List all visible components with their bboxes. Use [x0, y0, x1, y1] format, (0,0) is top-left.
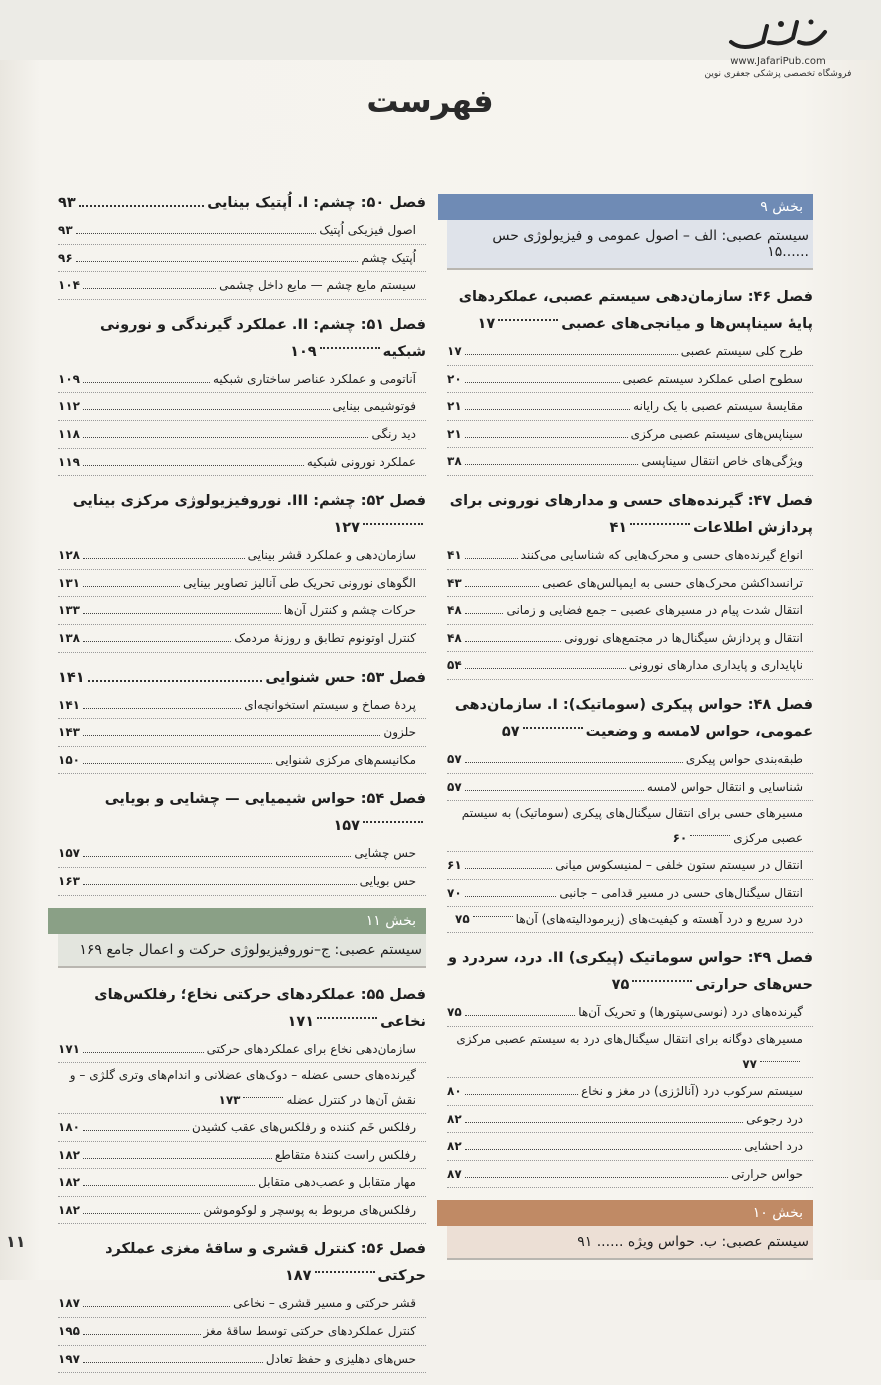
leader-dots [83, 1130, 189, 1131]
entry-page: ۱۱۲ [58, 399, 80, 414]
entry-page: ۱۱۹ [58, 454, 80, 469]
part-9 [447, 194, 813, 270]
toc-entry[interactable] [447, 625, 813, 653]
publisher-logo [703, 12, 853, 79]
part-11 [58, 908, 426, 968]
shop-name: فروشگاه تخصصی پزشکی جعفری نوین [704, 69, 852, 79]
entry-title: درد سریع و درد آهسته و کیفیت‌های (زیرمودالیته‌های) آن‌ها [515, 912, 803, 927]
leader-dots [473, 916, 513, 917]
toc-entry[interactable] [58, 1290, 426, 1318]
leader-dots [83, 641, 231, 642]
toc-entry[interactable] [447, 1161, 813, 1189]
part-11-header [48, 908, 426, 934]
entry-title: حس‌های دهلیزی و حفظ تعادل [265, 1351, 416, 1366]
entry-title: کنترل اوتونوم تطابق و روزنهٔ مردمک [234, 630, 416, 645]
entry-page: ۱۳۳ [58, 603, 80, 618]
part-11-label: بخش ۱۱ [365, 912, 416, 929]
entry-title: سطوح اصلی عملکرد سیستم عصبی [622, 371, 803, 386]
chapter-title-text: فصل ۵۴: حواس شیمیایی — چشایی و بویایی [104, 791, 426, 808]
entry-title: حواس حرارتی [731, 1166, 803, 1181]
entry-title: انتقال در سیستم ستون خلفی – لمنیسکوس میانی [555, 858, 803, 873]
chapter-title [58, 312, 426, 366]
leader-dots [83, 1158, 272, 1159]
entry-page: ۸۰ [447, 1083, 462, 1098]
toc-entry[interactable] [447, 801, 813, 852]
entry-title: انتقال سیگنال‌های حسی در مسیر قدامی – جانبی [559, 885, 803, 900]
entry-page: ۲۰ [447, 371, 462, 386]
chapter-page: ۱۵۷ [333, 818, 360, 835]
entry-title: رفلکس خَم کننده و رفلکس‌های عقب کشیدن [191, 1120, 416, 1135]
chapter [58, 786, 426, 895]
entry-page: ۱۸۷ [58, 1296, 80, 1311]
chapter-title [58, 1236, 426, 1290]
leader-dots [523, 727, 583, 729]
entry-title: مسیرهای حسی برای انتقال سیگنال‌های پیکری (سوماتیک) به سیستم عصبی مرکزی [461, 806, 803, 846]
chapter-title-text: فصل ۵۵: عملکردهای حرکتی نخاع؛ رفلکس‌های نخاعی [94, 986, 426, 1030]
leader-dots [83, 1306, 230, 1307]
entry-title: الگوهای نورونی تحریک طی آنالیز تصاویر بینایی [183, 575, 416, 590]
chapter-title-text: فصل ۴۷: گیرنده‌های حسی و مدارهای نورونی برای پردازش اطلاعات [449, 492, 813, 536]
leader-dots [465, 790, 644, 791]
leader-dots [83, 465, 304, 466]
chapter-page: ۱۷ [477, 316, 496, 332]
toc-entry[interactable] [447, 448, 813, 476]
toc-entry[interactable] [447, 1027, 813, 1078]
toc-entry[interactable] [447, 746, 813, 774]
part-9-subtitle: سیستم عصبی: الف – اصول عمومی و فیزیولوژی حس ......۱۵ [447, 220, 813, 270]
entry-page: ۴۸ [447, 603, 462, 618]
toc-entry[interactable] [58, 366, 426, 394]
entry-title: کنترل عملکردهای حرکتی توسط ساقهٔ مغز [203, 1324, 416, 1339]
entry-page: ۵۷ [447, 779, 462, 794]
entry-title: حلزون [383, 725, 416, 740]
leader-dots [83, 1185, 255, 1186]
entry-page: ۱۷۳ [218, 1093, 241, 1108]
leader-dots [83, 1362, 263, 1363]
chapter-title-text: فصل ۵۰: چشم: I. اُپتیک بینایی [207, 195, 426, 211]
toc-entry[interactable] [58, 1318, 426, 1346]
entry-page: ۱۳۸ [58, 630, 80, 645]
entry-page: ۱۰۹ [58, 371, 80, 386]
leader-dots [83, 1213, 200, 1214]
entry-page: ۵۴ [447, 658, 462, 673]
toc-entry[interactable] [447, 880, 813, 908]
leader-dots [465, 613, 504, 614]
chapter-title-text: فصل ۴۸: حواس پیکری (سوماتیک): I. سازمان‌دهی عمومی، حواس لامسه و وضعیت [454, 696, 813, 740]
leader-dots [243, 1097, 283, 1098]
leader-dots [320, 347, 380, 349]
leader-dots [83, 288, 216, 289]
toc-entry[interactable] [58, 393, 426, 421]
entry-title: سیناپس‌های سیستم عصبی مرکزی [630, 426, 803, 441]
chapter-title-text: فصل ۵۲: چشم: III. نوروفیزیولوژی مرکزی بینایی [72, 493, 426, 510]
toc-entry[interactable] [447, 338, 813, 366]
toc-entry[interactable] [447, 1133, 813, 1161]
leader-dots [465, 896, 557, 897]
leader-dots [465, 586, 540, 587]
chapter [58, 982, 426, 1225]
entry-page: ۲۱ [447, 399, 462, 414]
entry-title: سازمان‌دهی نخاع برای عملکردهای حرکتی [206, 1041, 416, 1056]
leader-dots [76, 261, 359, 262]
chapter-page: ۹۳ [58, 195, 76, 211]
leader-dots [465, 641, 561, 642]
toc-entry[interactable] [447, 1106, 813, 1134]
entry-page: ۱۸۲ [58, 1147, 80, 1162]
chapter [58, 1236, 426, 1373]
chapter [58, 312, 426, 476]
toc-right-column [447, 194, 813, 1274]
leader-dots [465, 1177, 728, 1178]
entry-title: مهار متقابل و عصب‌دهی متقابل [258, 1175, 416, 1190]
entry-title: سازمان‌دهی و عملکرد قشر بینایی [247, 548, 416, 563]
leader-dots [465, 668, 626, 669]
leader-dots [690, 835, 730, 836]
entry-title: مسیرهای دوگانه برای انتقال سیگنال‌های درد به سیستم عصبی مرکزی [456, 1031, 803, 1046]
chapter [58, 665, 426, 775]
entry-title: مکانیسم‌های مرکزی شنوایی [275, 752, 416, 767]
entry-page: ۷۰ [447, 885, 462, 900]
leader-dots [83, 382, 210, 383]
chapter-page: ۱۷۱ [287, 1013, 315, 1030]
entry-title: درد احشایی [744, 1139, 803, 1154]
entry-title: ویژگی‌های خاص انتقال سیناپسی [641, 454, 803, 469]
toc-entry[interactable] [58, 747, 426, 775]
entry-page: ۵۷ [447, 751, 462, 766]
leader-dots [83, 763, 272, 764]
leader-dots [465, 1094, 578, 1095]
toc-entry[interactable] [58, 570, 426, 598]
chapter-title [447, 284, 813, 338]
toc-left-column [58, 190, 426, 1385]
toc-entry[interactable] [447, 774, 813, 802]
entry-page: ۱۸۰ [58, 1120, 80, 1135]
entry-page: ۱۴۳ [58, 725, 80, 740]
chapter-title [447, 692, 813, 746]
entry-page: ۷۵ [447, 1005, 462, 1020]
leader-dots [363, 821, 423, 823]
entry-page: ۱۵۷ [58, 846, 80, 861]
toc-entry[interactable] [58, 692, 426, 720]
toc-entry[interactable] [447, 421, 813, 449]
entry-page: ۸۲ [447, 1111, 462, 1126]
leader-dots [632, 980, 692, 982]
part-9-header [438, 194, 813, 220]
entry-title: رفلکس راست کنندهٔ متقاطع [274, 1147, 416, 1162]
leader-dots [465, 868, 553, 869]
chapter-page: ۷۵ [611, 977, 630, 994]
leader-dots [83, 1052, 204, 1053]
toc-entry[interactable] [447, 652, 813, 680]
entry-page: ۱۲۸ [58, 548, 80, 563]
toc-entry[interactable] [58, 1197, 426, 1225]
entry-title: اصول فیزیکی اُپتیک [319, 223, 416, 237]
entry-page: ۲۱ [447, 426, 462, 441]
toc-entry[interactable] [447, 570, 813, 598]
leader-dots [83, 437, 368, 438]
toc-entry[interactable] [58, 625, 426, 653]
entry-page: ۶۰ [672, 831, 688, 846]
entry-title: دید رنگی [371, 426, 416, 441]
toc-entry[interactable] [58, 597, 426, 625]
jafari-calligraphy-icon [723, 12, 833, 56]
entry-page: ۱۷ [447, 344, 462, 358]
leader-dots [465, 409, 630, 410]
leader-dots [83, 708, 241, 709]
entry-page: ۴۳ [447, 575, 462, 590]
leader-dots [465, 382, 620, 383]
leader-dots [79, 205, 205, 207]
entry-title: قشر حرکتی و مسیر قشری – نخاعی [233, 1296, 416, 1311]
entry-page: ۱۷۱ [58, 1041, 80, 1056]
leader-dots [88, 680, 263, 682]
entry-page: ۱۸۲ [58, 1202, 80, 1217]
entry-page: ۱۸۲ [58, 1175, 80, 1190]
entry-title: انتقال و پردازش سیگنال‌ها در مجتمع‌های نورونی [564, 630, 803, 645]
toc-entry[interactable] [447, 542, 813, 570]
chapter [447, 284, 813, 476]
chapter-page: ۴۱ [609, 519, 628, 536]
entry-title: ناپایداری و پایداری مدارهای نورونی [628, 658, 803, 673]
chapter-title [447, 945, 813, 999]
toc-entry[interactable] [58, 272, 426, 300]
leader-dots [363, 523, 423, 525]
toc-entry[interactable] [58, 1036, 426, 1064]
entry-page: ۱۰۴ [58, 278, 80, 293]
toc-entry[interactable] [58, 1169, 426, 1197]
chapter-title [58, 190, 426, 217]
chapter-title [58, 786, 426, 840]
entry-title: رفلکس‌های مربوط به پوسچر و لوکوموشن [203, 1202, 416, 1217]
leader-dots [83, 409, 330, 410]
entry-title: فوتوشیمی بینایی [332, 399, 416, 414]
toc-entry[interactable] [447, 366, 813, 394]
leader-dots [465, 437, 628, 438]
entry-title: حس چشایی [354, 846, 416, 861]
chapter-title [447, 488, 813, 542]
site-url: www.JafariPub.com [730, 56, 826, 67]
toc-entry[interactable] [447, 597, 813, 625]
chapter-title-text: فصل ۵۶: کنترل قشری و ساقهٔ مغزی عملکرد حرکتی [105, 1241, 426, 1285]
entry-title: گیرنده‌های درد (نوسی‌سپتورها) و تحریک آن‌ها [578, 1005, 803, 1020]
leader-dots [465, 354, 678, 355]
chapter-page: ۱۲۷ [333, 520, 360, 537]
entry-page: ۸۲ [447, 1139, 462, 1154]
leader-dots [465, 762, 683, 763]
part-10 [447, 1200, 813, 1260]
chapter [58, 190, 426, 300]
chapter-page: ۱۴۱ [58, 669, 85, 686]
chapter-page: ۵۷ [501, 723, 520, 740]
leader-dots [465, 1015, 576, 1016]
leader-dots [76, 233, 317, 234]
part-10-subtitle: سیستم عصبی: ب. حواس ویژه ...... ۹۱ [447, 1226, 813, 1260]
entry-page: ۷۵ [455, 912, 470, 927]
leader-dots [83, 856, 351, 857]
entry-title: درد رجوعی [746, 1111, 803, 1126]
leader-dots [498, 319, 558, 321]
leader-dots [83, 1334, 201, 1335]
chapter [447, 692, 813, 933]
entry-page: ۹۳ [58, 223, 73, 237]
entry-title: طبقه‌بندی حواس پیکری [685, 751, 803, 766]
chapter-title [58, 982, 426, 1036]
entry-page: ۱۴۱ [58, 697, 80, 712]
entry-title: سیستم مایع چشم — مایع داخل چشمی [219, 278, 416, 293]
toc-entry[interactable] [447, 852, 813, 880]
entry-title: حس بویایی [359, 873, 416, 888]
part-10-label: بخش ۱۰ [752, 1205, 803, 1222]
leader-dots [83, 558, 245, 559]
entry-page: ۳۸ [447, 454, 462, 469]
leader-dots [465, 464, 639, 465]
toc-entry[interactable] [58, 868, 426, 896]
chapter [447, 488, 813, 680]
entry-page: ۱۳۱ [58, 575, 80, 590]
leader-dots [83, 613, 281, 614]
toc-entry[interactable] [58, 1142, 426, 1170]
leader-dots [465, 1149, 742, 1150]
toc-entry[interactable] [58, 449, 426, 477]
entry-title: ترانسداکشن محرک‌های حسی به ایمپالس‌های عصبی [542, 575, 803, 590]
part-11-subtitle: سیستم عصبی: ج–نوروفیزیولوژی حرکت و اعمال جامع ۱۶۹ [58, 934, 426, 968]
entry-page: ۴۱ [447, 547, 462, 562]
leader-dots [83, 586, 180, 587]
leader-dots [317, 1017, 377, 1019]
entry-page: ۸۷ [447, 1166, 462, 1181]
entry-page: ۱۵۰ [58, 752, 80, 767]
entry-title: سیستم سرکوب درد (آنالژزی) در مغز و نخاع [581, 1083, 803, 1098]
entry-page: ۱۶۳ [58, 873, 80, 888]
page-number: ۱۱ [6, 1232, 26, 1251]
toc-entry[interactable] [58, 1063, 426, 1114]
entry-page: ۱۹۵ [58, 1324, 80, 1339]
entry-title: گیرنده‌های حسی عضله – دوک‌های عضلانی و اندام‌های وتری گلژی – و نقش آن‌ها در کنترل عضله [69, 1068, 416, 1108]
toc-entry[interactable] [447, 1078, 813, 1106]
chapter-title [58, 488, 426, 542]
chapter-title-text: فصل ۴۹: حواس سوماتیک (پیکری) II. درد، سردرد و حس‌های حرارتی [447, 950, 813, 994]
leader-dots [465, 558, 518, 559]
entry-page: ۶۱ [447, 858, 462, 873]
entry-page: ۹۶ [58, 250, 73, 265]
entry-title: طرح کلی سیستم عصبی [680, 344, 803, 358]
entry-page: ۱۹۷ [58, 1351, 80, 1366]
toc-entry[interactable] [58, 1346, 426, 1374]
chapter-title-text: فصل ۵۱: چشم: II. عملکرد گیرندگی و نورونی شبکیه [99, 316, 426, 360]
chapter [447, 945, 813, 1188]
leader-dots [83, 735, 380, 736]
entry-title: مقایسهٔ سیستم عصبی با یک رایانه [633, 399, 803, 414]
leader-dots [83, 884, 357, 885]
entry-title: آناتومی و عملکرد عناصر ساختاری شبکیه [212, 371, 416, 386]
entry-title: انواع گیرنده‌های حسی و محرک‌هایی که شناسایی می‌کنند [520, 547, 803, 562]
toc-entry[interactable] [58, 719, 426, 747]
part-10-header [437, 1200, 813, 1226]
entry-title: اُپتیک چشم [361, 250, 416, 265]
leader-dots [315, 1271, 375, 1273]
entry-title: شناسایی و انتقال حواس لامسه [646, 779, 803, 794]
toc-entry[interactable] [58, 421, 426, 449]
toc-entry[interactable] [447, 907, 813, 933]
chapter-page: ۱۸۷ [284, 1268, 312, 1285]
entry-title: پردهٔ صماخ و سیستم استخوانچه‌ای [244, 697, 416, 712]
toc-entry[interactable] [447, 393, 813, 421]
chapter-title [58, 665, 426, 692]
chapter-page: ۱۰۹ [290, 343, 317, 360]
toc-entry[interactable] [58, 840, 426, 868]
entry-title: عملکرد نورونی شبکیه [306, 454, 416, 469]
entry-page: ۷۷ [742, 1056, 757, 1071]
toc-entry[interactable] [58, 245, 426, 273]
chapter [58, 488, 426, 652]
toc-entry[interactable] [447, 999, 813, 1027]
entry-page: ۴۸ [447, 630, 462, 645]
leader-dots [465, 1122, 743, 1123]
entry-page: ۱۱۸ [58, 426, 80, 441]
chapter-title-text: فصل ۵۳: حس شنوایی [265, 669, 426, 686]
entry-title: حرکات چشم و کنترل آن‌ها [283, 603, 416, 618]
page-title: فهرست [366, 82, 494, 120]
entry-title: انتقال شدت پیام در مسیرهای عصبی – جمع فضایی و زمانی [506, 603, 803, 618]
toc-entry[interactable] [58, 1114, 426, 1142]
leader-dots [630, 523, 690, 525]
toc-entry[interactable] [58, 217, 426, 245]
toc-entry[interactable] [58, 542, 426, 570]
chapter-title-text: فصل ۴۶: سازمان‌دهی سیستم عصبی، عملکردهای پایهٔ سیناپس‌ها و میانجی‌های عصبی [458, 289, 813, 332]
part-9-label: بخش ۹ [760, 199, 803, 215]
leader-dots [760, 1061, 800, 1062]
